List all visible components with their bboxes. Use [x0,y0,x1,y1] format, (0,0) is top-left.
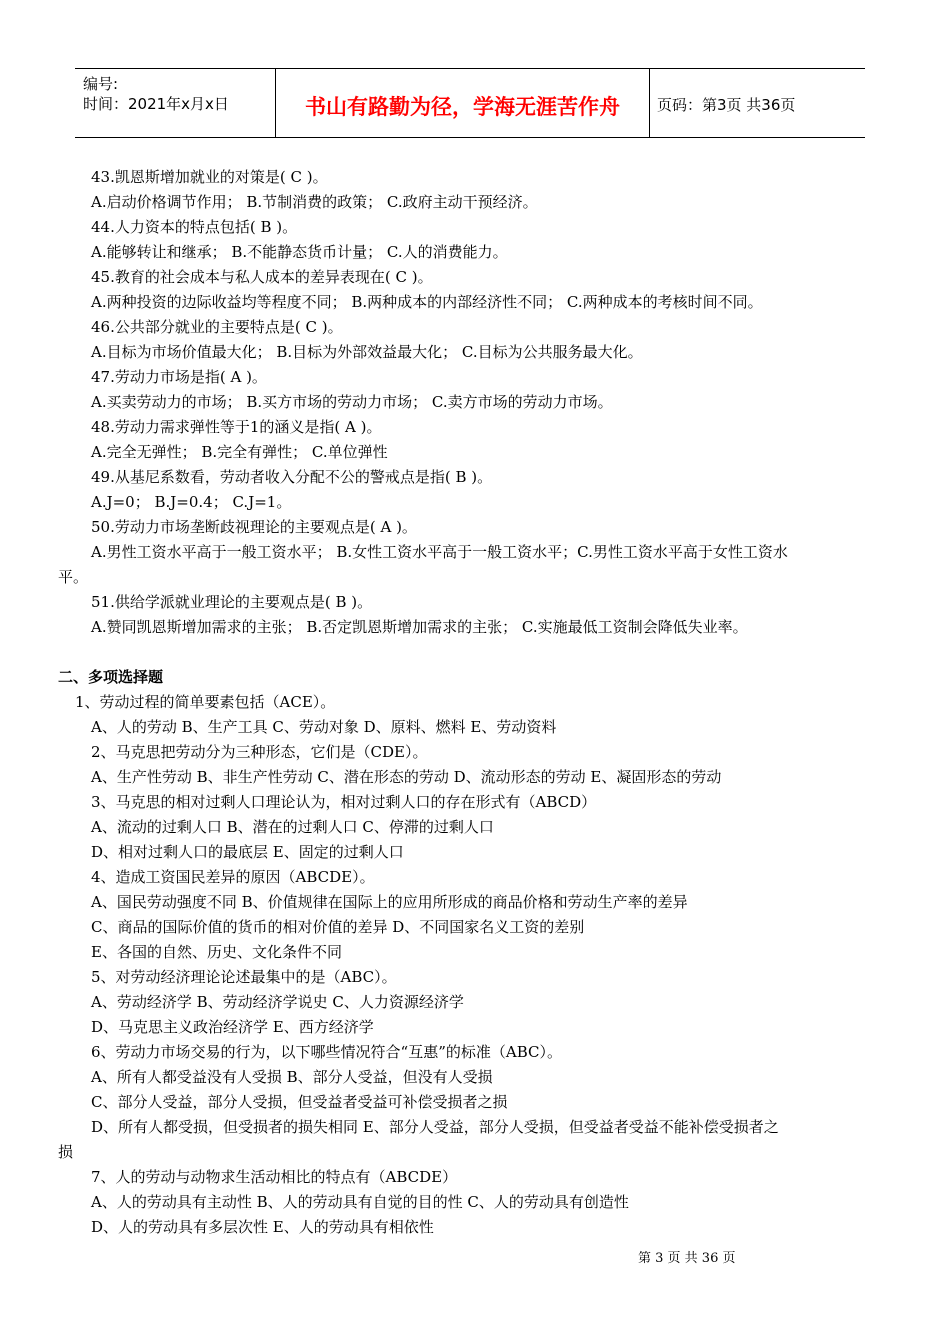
mc-question-2: 2、马克思把劳动分为三种形态，它们是（CDE）。 [91,743,428,761]
mc-options-5b: D、马克思主义政治经济学 E、西方经济学 [91,1018,374,1036]
question-51: 51.供给学派就业理论的主要观点是( B )。 [91,593,373,611]
question-47: 47.劳动力市场是指( A )。 [91,368,267,386]
mc-options-6a: A、所有人都受益没有人受损 B、部分人受益，但没有人受损 [91,1068,493,1086]
question-45: 45.教育的社会成本与私人成本的差异表现在( C )。 [91,268,433,286]
options-48: A.完全无弹性； B.完全有弹性； C.单位弹性 [91,443,388,461]
mc-options-2: A、生产性劳动 B、非生产性劳动 C、潜在形态的劳动 D、流动形态的劳动 E、凝固形态的劳动 [91,768,722,786]
mc-options-6c: D、所有人都受损，但受损者的损失相同 E、部分人受益，部分人受损，但受益者受益不能补偿受损者之 [91,1118,779,1136]
section-heading: 二、多项选择题 [58,668,164,686]
options-44: A.能够转让和继承； B.不能静态货币计量； C.人的消费能力。 [91,243,508,261]
page-header [75,68,865,138]
page-label: 页码：第3页 共36页 [657,96,796,114]
options-50: A.男性工资水平高于一般工资水平； B.女性工资水平高于一般工资水平；C.男性工资水平高于女性工资水 [91,543,788,561]
mc-options-4a: A、国民劳动强度不同 B、价值规律在国际上的应用所形成的商品价格和劳动生产率的差异 [91,893,688,911]
question-49: 49.从基尼系数看，劳动者收入分配不公的警戒点是指( B )。 [91,468,493,486]
options-50-cont: 平。 [58,568,89,586]
question-48: 48.劳动力需求弹性等于1的涵义是指( A )。 [91,418,382,436]
time-label: 时间：2021年x月x日 [83,95,229,113]
mc-options-3b: D、相对过剩人口的最底层 E、固定的过剩人口 [91,843,404,861]
header-motto [275,69,650,137]
mc-options-4b: C、商品的国际价值的货币的相对价值的差异 D、不同国家名义工资的差别 [91,918,585,936]
mc-options-5a: A、劳动经济学 B、劳动经济学说史 C、人力资源经济学 [91,993,464,1011]
mc-options-3a: A、流动的过剩人口 B、潜在的过剩人口 C、停滞的过剩人口 [91,818,494,836]
question-43: 43.凯恩斯增加就业的对策是( C )。 [91,168,328,186]
mc-question-3: 3、马克思的相对过剩人口理论认为，相对过剩人口的存在形式有（ABCD） [91,793,597,811]
options-51: A.赞同凯恩斯增加需求的主张； B.否定凯恩斯增加需求的主张； C.实施最低工资制会降低失业率。 [91,618,748,636]
mc-question-6: 6、劳动力市场交易的行为，以下哪些情况符合“互惠”的标准（ABC）。 [91,1043,562,1061]
mc-question-5: 5、对劳动经济理论论述最集中的是（ABC）。 [91,968,397,986]
mc-question-7: 7、人的劳动与动物求生活动相比的特点有（ABCDE） [91,1168,458,1186]
question-46: 46.公共部分就业的主要特点是( C )。 [91,318,343,336]
mc-options-1: A、人的劳动 B、生产工具 C、劳动对象 D、原料、燃料 E、劳动资料 [91,718,557,736]
mc-question-1: 1、劳动过程的简单要素包括（ACE）。 [75,693,336,711]
mc-options-7b: D、人的劳动具有多层次性 E、人的劳动具有相依性 [91,1218,434,1236]
options-49: A.J=0； B.J=0.4； C.J=1。 [91,493,292,511]
number-label: 编号: [83,75,119,93]
motto-text: 书山有路勤为径，学海无涯苦作舟 [305,95,620,119]
header-page-info [649,69,865,137]
question-44: 44.人力资本的特点包括( B )。 [91,218,298,236]
page-footer: 第 3 页 共 36 页 [638,1251,736,1266]
mc-options-4c: E、各国的自然、历史、文化条件不同 [91,943,342,961]
options-43: A.启动价格调节作用； B.节制消费的政策； C.政府主动干预经济。 [91,193,538,211]
mc-options-6c-cont: 损 [58,1143,74,1161]
mc-options-7a: A、人的劳动具有主动性 B、人的劳动具有自觉的目的性 C、人的劳动具有创造性 [91,1193,629,1211]
mc-options-6b: C、部分人受益，部分人受损，但受益者受益可补偿受损者之损 [91,1093,508,1111]
options-47: A.买卖劳动力的市场； B.买方市场的劳动力市场； C.卖方市场的劳动力市场。 [91,393,613,411]
header-meta [75,69,275,137]
question-50: 50.劳动力市场垄断歧视理论的主要观点是( A )。 [91,518,417,536]
mc-question-4: 4、造成工资国民差异的原因（ABCDE）。 [91,868,375,886]
options-45: A.两种投资的边际收益均等程度不同； B.两种成本的内部经济性不同； C.两种成本的考核时间不同。 [91,293,763,311]
options-46: A.目标为市场价值最大化； B.目标为外部效益最大化； C.目标为公共服务最大化。 [91,343,643,361]
